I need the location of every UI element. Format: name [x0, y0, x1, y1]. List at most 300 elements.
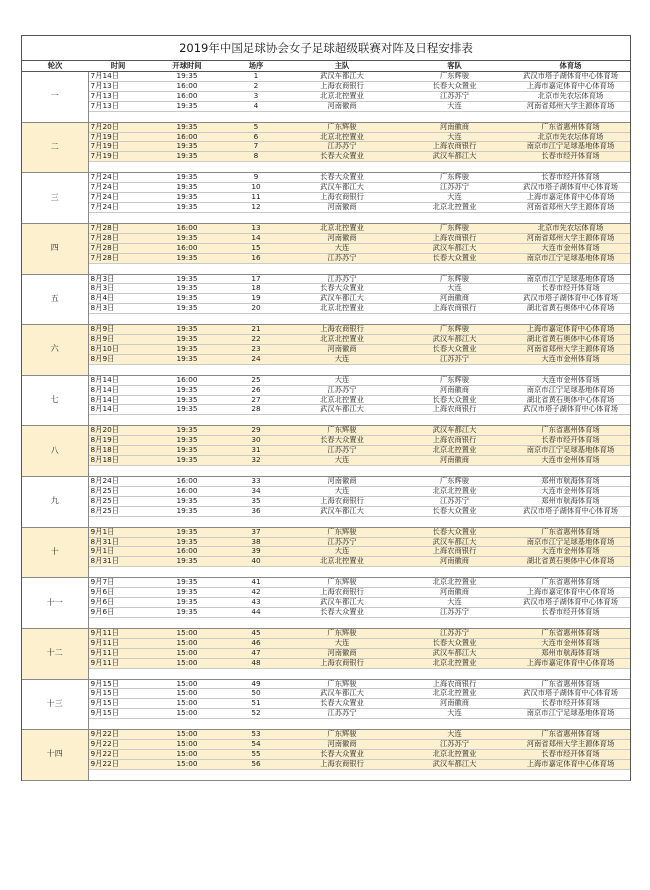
cell-date: 9月15日 — [88, 709, 148, 719]
cell-stadium: 广东省惠州体育场 — [511, 730, 630, 740]
cell-kickoff: 19:35 — [148, 152, 226, 162]
cell-stadium: 广东省惠州体育场 — [511, 527, 630, 537]
cell-home-team: 武汉车都江大 — [286, 506, 398, 516]
cell-away-team: 广东辉骏 — [398, 477, 511, 487]
spacer-cell — [226, 162, 286, 173]
cell-match-no: 39 — [226, 547, 286, 557]
cell-kickoff: 19:35 — [148, 354, 226, 364]
cell-kickoff: 19:35 — [148, 426, 226, 436]
cell-match-no: 10 — [226, 183, 286, 193]
table-row — [22, 658, 630, 668]
cell-kickoff: 15:00 — [148, 648, 226, 658]
cell-away-team: 大连 — [398, 132, 511, 142]
cell-kickoff: 19:35 — [148, 395, 226, 405]
cell-match-no: 53 — [226, 730, 286, 740]
cell-away-team: 北京北控置业 — [398, 749, 511, 759]
table-row — [22, 486, 630, 496]
cell-stadium: 广东省惠州体育场 — [511, 578, 630, 588]
cell-away-team: 武汉车都江大 — [398, 537, 511, 547]
cell-match-no: 49 — [226, 679, 286, 689]
spacer-cell — [511, 263, 630, 274]
spacer-cell — [511, 364, 630, 375]
spacer-cell — [398, 212, 511, 223]
cell-match-no: 16 — [226, 253, 286, 263]
cell-date: 7月13日 — [88, 81, 148, 91]
cell-stadium: 上海市嘉定体育中心体育场 — [511, 588, 630, 598]
header-match-no: 场序 — [226, 61, 286, 72]
spacer-cell — [226, 212, 286, 223]
cell-away-team: 广东辉骏 — [398, 274, 511, 284]
cell-kickoff: 19:35 — [148, 253, 226, 263]
spacer-cell — [88, 567, 148, 578]
cell-home-team: 北京北控置业 — [286, 91, 398, 101]
cell-away-team: 武汉车都江大 — [398, 426, 511, 436]
cell-away-team: 上海农商银行 — [398, 142, 511, 152]
cell-stadium: 上海市嘉定体育中心体育场 — [511, 81, 630, 91]
cell-away-team: 大连 — [398, 284, 511, 294]
spacer-cell — [88, 719, 148, 730]
spacer-row — [22, 364, 630, 375]
table-row — [22, 72, 630, 82]
cell-kickoff: 16:00 — [148, 81, 226, 91]
cell-stadium: 上海市嘉定体育中心体育场 — [511, 325, 630, 335]
table-row — [22, 173, 630, 183]
cell-away-team: 江苏苏宁 — [398, 740, 511, 750]
cell-away-team: 河南徽商 — [398, 456, 511, 466]
cell-kickoff: 16:00 — [148, 486, 226, 496]
schedule-body — [22, 72, 630, 781]
cell-home-team: 武汉车都江大 — [286, 598, 398, 608]
cell-away-team: 北京北控置业 — [398, 202, 511, 212]
table-row — [22, 202, 630, 212]
cell-kickoff: 19:35 — [148, 142, 226, 152]
cell-stadium: 郑州市航海体育场 — [511, 477, 630, 487]
spacer-cell — [511, 516, 630, 527]
table-row — [22, 740, 630, 750]
cell-kickoff: 19:35 — [148, 607, 226, 617]
cell-date: 7月28日 — [88, 233, 148, 243]
table-row — [22, 81, 630, 91]
table-row — [22, 193, 630, 203]
spacer-cell — [398, 719, 511, 730]
table-row — [22, 436, 630, 446]
spacer-row — [22, 212, 630, 223]
cell-home-team: 广东辉骏 — [286, 628, 398, 638]
cell-date: 7月24日 — [88, 173, 148, 183]
spacer-cell — [286, 516, 398, 527]
cell-date: 9月11日 — [88, 648, 148, 658]
cell-date: 8月14日 — [88, 405, 148, 415]
spacer-cell — [286, 617, 398, 628]
table-row — [22, 274, 630, 284]
cell-away-team: 长春大众置业 — [398, 81, 511, 91]
cell-home-team: 江苏苏宁 — [286, 385, 398, 395]
cell-away-team: 江苏苏宁 — [398, 183, 511, 193]
cell-home-team: 广东辉骏 — [286, 122, 398, 132]
cell-stadium: 大连市金州体育场 — [511, 486, 630, 496]
cell-kickoff: 15:00 — [148, 628, 226, 638]
table-row — [22, 405, 630, 415]
cell-home-team: 江苏苏宁 — [286, 274, 398, 284]
cell-date: 9月22日 — [88, 759, 148, 769]
cell-away-team: 北京北控置业 — [398, 658, 511, 668]
table-row — [22, 446, 630, 456]
spacer-cell — [286, 364, 398, 375]
cell-match-no: 14 — [226, 233, 286, 243]
cell-stadium: 大连市金州体育场 — [511, 456, 630, 466]
cell-stadium: 大连市金州体育场 — [511, 243, 630, 253]
table-row — [22, 335, 630, 345]
cell-stadium: 郑州市航海体育场 — [511, 648, 630, 658]
cell-date: 7月20日 — [88, 122, 148, 132]
cell-away-team: 广东辉骏 — [398, 173, 511, 183]
cell-away-team: 河南徽商 — [398, 122, 511, 132]
cell-stadium: 河南省郑州大学主源体育场 — [511, 233, 630, 243]
spacer-row — [22, 314, 630, 325]
cell-stadium: 长春市经开体育场 — [511, 173, 630, 183]
spacer-row — [22, 516, 630, 527]
table-row — [22, 101, 630, 111]
cell-away-team: 大连 — [398, 193, 511, 203]
cell-home-team: 武汉车都江大 — [286, 405, 398, 415]
table-row — [22, 730, 630, 740]
cell-stadium: 武汉市塔子湖体育中心体育场 — [511, 405, 630, 415]
cell-date: 7月28日 — [88, 253, 148, 263]
cell-kickoff: 15:00 — [148, 730, 226, 740]
cell-kickoff: 15:00 — [148, 679, 226, 689]
cell-home-team: 河南徽商 — [286, 648, 398, 658]
cell-date: 8月31日 — [88, 537, 148, 547]
cell-stadium: 武汉市塔子湖体育中心体育场 — [511, 506, 630, 516]
cell-match-no: 20 — [226, 304, 286, 314]
cell-kickoff: 15:00 — [148, 749, 226, 759]
cell-stadium: 北京市先农坛体育场 — [511, 132, 630, 142]
cell-away-team: 江苏苏宁 — [398, 496, 511, 506]
cell-home-team: 广东辉骏 — [286, 426, 398, 436]
cell-away-team: 大连 — [398, 709, 511, 719]
spacer-cell — [88, 617, 148, 628]
spacer-cell — [398, 314, 511, 325]
spacer-cell — [148, 567, 226, 578]
cell-kickoff: 19:35 — [148, 344, 226, 354]
cell-date: 7月13日 — [88, 91, 148, 101]
spacer-cell — [286, 111, 398, 122]
round-label: 一 — [22, 72, 88, 123]
cell-match-no: 23 — [226, 344, 286, 354]
spacer-cell — [148, 516, 226, 527]
table-row — [22, 233, 630, 243]
cell-date: 8月18日 — [88, 456, 148, 466]
cell-home-team: 河南徽商 — [286, 233, 398, 243]
cell-away-team: 江苏苏宁 — [398, 91, 511, 101]
cell-stadium: 河南省郑州大学主源体育场 — [511, 101, 630, 111]
cell-away-team: 武汉车都江大 — [398, 243, 511, 253]
spacer-cell — [511, 162, 630, 173]
spacer-cell — [226, 769, 286, 780]
table-row — [22, 142, 630, 152]
cell-away-team: 长春大众置业 — [398, 527, 511, 537]
spacer-cell — [148, 668, 226, 679]
round-label: 八 — [22, 426, 88, 477]
cell-date: 9月15日 — [88, 689, 148, 699]
cell-date: 8月10日 — [88, 344, 148, 354]
cell-stadium: 武汉市塔子湖体育中心体育场 — [511, 598, 630, 608]
cell-stadium: 河南省郑州大学主源体育场 — [511, 344, 630, 354]
cell-kickoff: 16:00 — [148, 477, 226, 487]
cell-kickoff: 15:00 — [148, 759, 226, 769]
cell-stadium: 南京市江宁足球基地体育场 — [511, 446, 630, 456]
cell-away-team: 江苏苏宁 — [398, 628, 511, 638]
cell-stadium: 郑州市航海体育场 — [511, 496, 630, 506]
cell-match-no: 13 — [226, 223, 286, 233]
cell-match-no: 36 — [226, 506, 286, 516]
cell-away-team: 上海农商银行 — [398, 405, 511, 415]
cell-stadium: 湖北省黄石奥体中心体育场 — [511, 304, 630, 314]
cell-home-team: 长春大众置业 — [286, 152, 398, 162]
cell-away-team: 广东辉骏 — [398, 375, 511, 385]
cell-home-team: 广东辉骏 — [286, 730, 398, 740]
cell-away-team: 上海农商银行 — [398, 679, 511, 689]
spacer-cell — [286, 415, 398, 426]
cell-kickoff: 19:35 — [148, 284, 226, 294]
spacer-cell — [88, 364, 148, 375]
cell-home-team: 北京北控置业 — [286, 132, 398, 142]
table-row — [22, 588, 630, 598]
spacer-cell — [148, 212, 226, 223]
cell-kickoff: 15:00 — [148, 689, 226, 699]
cell-home-team: 河南徽商 — [286, 740, 398, 750]
cell-home-team: 广东辉骏 — [286, 527, 398, 537]
table-row — [22, 304, 630, 314]
cell-match-no: 52 — [226, 709, 286, 719]
cell-away-team: 河南徽商 — [398, 588, 511, 598]
cell-date: 8月25日 — [88, 486, 148, 496]
spacer-cell — [226, 516, 286, 527]
table-row — [22, 91, 630, 101]
cell-stadium: 广东省惠州体育场 — [511, 426, 630, 436]
spacer-cell — [398, 617, 511, 628]
round-label: 五 — [22, 274, 88, 325]
cell-stadium: 北京市先农坛体育场 — [511, 223, 630, 233]
spacer-cell — [511, 111, 630, 122]
round-label: 四 — [22, 223, 88, 274]
cell-match-no: 55 — [226, 749, 286, 759]
round-label: 十一 — [22, 578, 88, 629]
spacer-cell — [286, 162, 398, 173]
cell-date: 9月22日 — [88, 740, 148, 750]
cell-away-team: 河南徽商 — [398, 699, 511, 709]
spacer-cell — [286, 466, 398, 477]
cell-kickoff: 15:00 — [148, 709, 226, 719]
cell-date: 8月25日 — [88, 506, 148, 516]
cell-date: 7月24日 — [88, 202, 148, 212]
header-home: 主队 — [286, 61, 398, 72]
cell-home-team: 河南徽商 — [286, 477, 398, 487]
cell-match-no: 30 — [226, 436, 286, 446]
cell-home-team: 大连 — [286, 456, 398, 466]
cell-kickoff: 19:35 — [148, 193, 226, 203]
header-away: 客队 — [398, 61, 511, 72]
spacer-cell — [88, 212, 148, 223]
spacer-cell — [148, 263, 226, 274]
cell-match-no: 5 — [226, 122, 286, 132]
cell-home-team: 武汉车都江大 — [286, 183, 398, 193]
cell-date: 7月19日 — [88, 142, 148, 152]
table-row — [22, 456, 630, 466]
table-row — [22, 132, 630, 142]
cell-home-team: 上海农商银行 — [286, 588, 398, 598]
cell-date: 9月15日 — [88, 679, 148, 689]
cell-stadium: 上海市嘉定体育中心体育场 — [511, 759, 630, 769]
cell-home-team: 武汉车都江大 — [286, 689, 398, 699]
cell-match-no: 6 — [226, 132, 286, 142]
cell-home-team: 长春大众置业 — [286, 749, 398, 759]
spacer-cell — [88, 516, 148, 527]
cell-stadium: 南京市江宁足球基地体育场 — [511, 709, 630, 719]
cell-away-team: 北京北控置业 — [398, 446, 511, 456]
spacer-cell — [511, 668, 630, 679]
spacer-cell — [511, 719, 630, 730]
cell-home-team: 大连 — [286, 486, 398, 496]
cell-match-no: 31 — [226, 446, 286, 456]
spacer-cell — [511, 314, 630, 325]
cell-away-team: 河南徽商 — [398, 294, 511, 304]
cell-stadium: 南京市江宁足球基地体育场 — [511, 142, 630, 152]
table-row — [22, 122, 630, 132]
cell-match-no: 19 — [226, 294, 286, 304]
spacer-cell — [226, 719, 286, 730]
table-row — [22, 243, 630, 253]
cell-stadium: 长春市经开体育场 — [511, 284, 630, 294]
spacer-cell — [398, 466, 511, 477]
spacer-cell — [398, 415, 511, 426]
cell-date: 9月22日 — [88, 749, 148, 759]
cell-date: 7月19日 — [88, 152, 148, 162]
cell-away-team: 河南徽商 — [398, 385, 511, 395]
table-row — [22, 325, 630, 335]
cell-home-team: 武汉车都江大 — [286, 294, 398, 304]
spacer-cell — [286, 668, 398, 679]
cell-date: 8月3日 — [88, 284, 148, 294]
cell-stadium: 大连市金州体育场 — [511, 547, 630, 557]
cell-stadium: 长春市经开体育场 — [511, 699, 630, 709]
cell-match-no: 22 — [226, 335, 286, 345]
cell-match-no: 32 — [226, 456, 286, 466]
cell-home-team: 大连 — [286, 354, 398, 364]
cell-home-team: 江苏苏宁 — [286, 709, 398, 719]
cell-match-no: 37 — [226, 527, 286, 537]
cell-away-team: 大连 — [398, 598, 511, 608]
cell-match-no: 1 — [226, 72, 286, 82]
schedule-table — [22, 61, 630, 781]
cell-home-team: 北京北控置业 — [286, 557, 398, 567]
spacer-cell — [398, 668, 511, 679]
cell-stadium: 武汉市塔子湖体育中心体育场 — [511, 72, 630, 82]
cell-stadium: 南京市江宁足球基地体育场 — [511, 537, 630, 547]
spacer-cell — [398, 263, 511, 274]
cell-kickoff: 19:35 — [148, 335, 226, 345]
cell-away-team: 广东辉骏 — [398, 325, 511, 335]
cell-home-team: 大连 — [286, 638, 398, 648]
table-row — [22, 759, 630, 769]
cell-date: 8月20日 — [88, 426, 148, 436]
cell-date: 9月22日 — [88, 730, 148, 740]
spacer-row — [22, 567, 630, 578]
cell-kickoff: 19:35 — [148, 173, 226, 183]
table-row — [22, 648, 630, 658]
round-label: 十 — [22, 527, 88, 578]
spacer-cell — [398, 769, 511, 780]
cell-home-team: 长春大众置业 — [286, 436, 398, 446]
round-label: 七 — [22, 375, 88, 426]
table-row — [22, 294, 630, 304]
cell-date: 7月19日 — [88, 132, 148, 142]
cell-away-team: 长春大众置业 — [398, 395, 511, 405]
table-row — [22, 253, 630, 263]
spacer-cell — [88, 314, 148, 325]
cell-away-team: 上海农商银行 — [398, 436, 511, 446]
cell-date: 9月6日 — [88, 598, 148, 608]
cell-kickoff: 16:00 — [148, 91, 226, 101]
spacer-cell — [148, 314, 226, 325]
spacer-cell — [148, 364, 226, 375]
cell-date: 8月3日 — [88, 274, 148, 284]
cell-stadium: 南京市江宁足球基地体育场 — [511, 253, 630, 263]
cell-match-no: 27 — [226, 395, 286, 405]
cell-date: 8月14日 — [88, 375, 148, 385]
cell-kickoff: 16:00 — [148, 375, 226, 385]
spacer-row — [22, 769, 630, 780]
cell-match-no: 18 — [226, 284, 286, 294]
cell-date: 7月24日 — [88, 193, 148, 203]
spacer-cell — [286, 567, 398, 578]
spacer-cell — [148, 162, 226, 173]
spacer-cell — [398, 364, 511, 375]
cell-date: 9月11日 — [88, 658, 148, 668]
header-round: 轮次 — [22, 61, 88, 72]
cell-kickoff: 15:00 — [148, 740, 226, 750]
cell-home-team: 江苏苏宁 — [286, 537, 398, 547]
cell-home-team: 长春大众置业 — [286, 607, 398, 617]
cell-kickoff: 19:35 — [148, 557, 226, 567]
cell-kickoff: 15:00 — [148, 638, 226, 648]
table-row — [22, 578, 630, 588]
spacer-cell — [286, 212, 398, 223]
round-label: 三 — [22, 173, 88, 224]
cell-home-team: 江苏苏宁 — [286, 446, 398, 456]
spacer-cell — [511, 567, 630, 578]
cell-stadium: 上海市嘉定体育中心体育场 — [511, 658, 630, 668]
cell-match-no: 44 — [226, 607, 286, 617]
cell-away-team: 长春大众置业 — [398, 506, 511, 516]
spacer-row — [22, 668, 630, 679]
spacer-cell — [148, 617, 226, 628]
table-row — [22, 638, 630, 648]
spacer-cell — [286, 769, 398, 780]
cell-kickoff: 15:00 — [148, 699, 226, 709]
spacer-cell — [88, 162, 148, 173]
cell-match-no: 35 — [226, 496, 286, 506]
cell-home-team: 广东辉骏 — [286, 679, 398, 689]
cell-match-no: 34 — [226, 486, 286, 496]
spacer-cell — [88, 668, 148, 679]
cell-stadium: 河南省郑州大学主源体育场 — [511, 740, 630, 750]
cell-stadium: 大连市金州体育场 — [511, 354, 630, 364]
table-row — [22, 527, 630, 537]
cell-match-no: 41 — [226, 578, 286, 588]
cell-date: 7月14日 — [88, 72, 148, 82]
cell-date: 8月25日 — [88, 496, 148, 506]
